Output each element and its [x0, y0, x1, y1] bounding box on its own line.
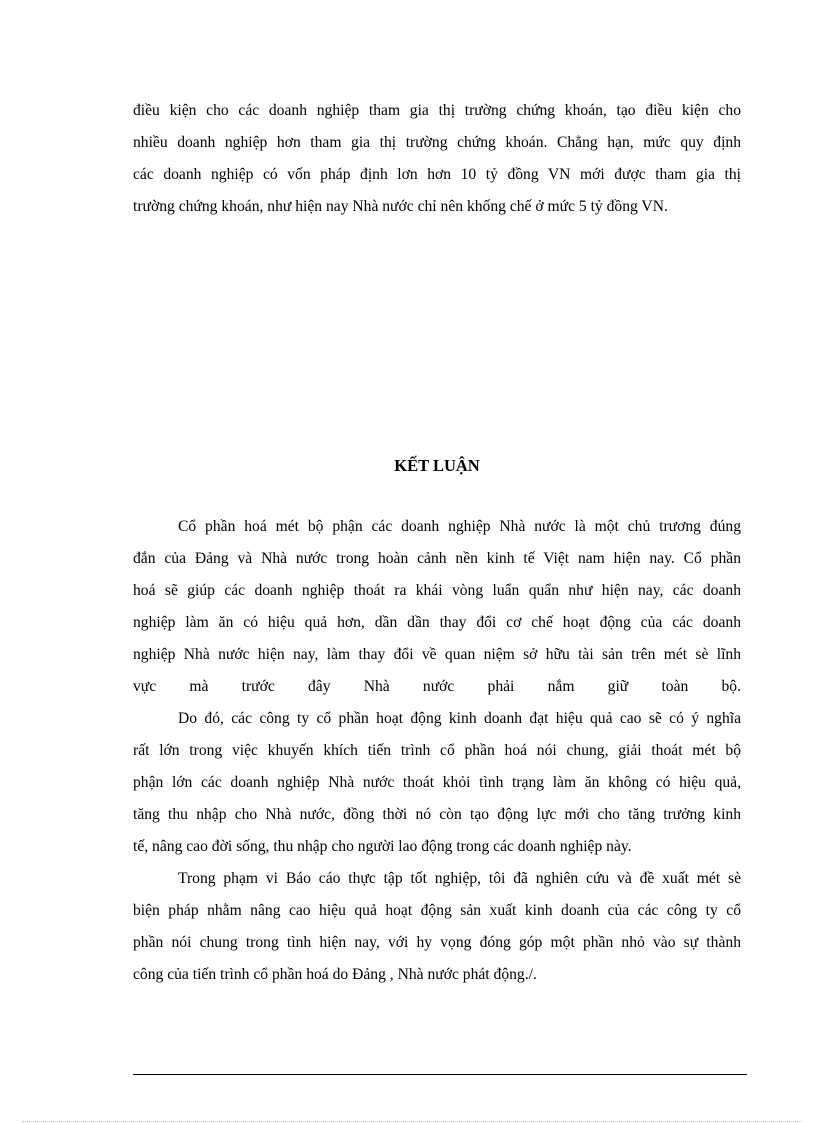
paragraph-line: tế, nâng cao đời sống, thu nhập cho người lao động trong các doanh nghiệp này.	[133, 838, 632, 855]
paragraph-line: công của tiến trình cổ phần hoá do Đảng , Nhà nước phát động./.	[133, 966, 537, 983]
paragraph-line: hoá sẽ giúp các doanh nghiệp thoát ra khái vòng luẩn quẩn như hiện nay, các doanh	[133, 582, 741, 599]
paragraph-line: nhiều doanh nghiệp hơn tham gia thị trường chứng khoán. Chẳng hạn, mức quy định	[133, 134, 741, 151]
paragraph-line: tăng thu nhập cho Nhà nước, đồng thời nó còn tạo động lực mới cho tăng trưởng kinh	[133, 806, 741, 823]
paragraph-line: Do đó, các công ty cổ phần hoạt động kinh doanh đạt hiệu quả cao sẽ có ý nghĩa	[178, 710, 741, 727]
footer-rule	[133, 1074, 747, 1075]
paragraph-line: Cổ phần hoá mét bộ phận các doanh nghiệp Nhà nước là một chủ trương đúng	[178, 518, 741, 535]
paragraph-line: các doanh nghiệp có vốn pháp định lơn hơn 10 tỷ đồng VN mới được tham gia thị	[133, 166, 741, 183]
paragraph-line: Trong phạm vi Báo cáo thực tập tốt nghiệp, tôi đã nghiên cứu và đề xuất mét sè	[178, 870, 741, 887]
paragraph-line: rất lớn trong việc khuyến khích tiến trình cổ phần hoá nói chung, giải thoát mét bộ	[133, 742, 741, 759]
section-title: KẾT LUẬN	[394, 456, 480, 475]
paragraph-line: phần nói chung trong tình hiện nay, với hy vọng đóng góp một phần nhỏ vào sự thành	[133, 934, 741, 951]
paragraph-line: đắn của Đảng và Nhà nước trong hoàn cảnh nền kinh tế Việt nam hiện nay. Cổ phần	[133, 550, 741, 567]
paragraph-line: trường chứng khoán, như hiện nay Nhà nước chỉ nên khống chế ở mức 5 tỷ đồng VN.	[133, 198, 668, 215]
paragraph-line: phận lớn các doanh nghiệp Nhà nước thoát khỏi tình trạng làm ăn không có hiệu quả,	[133, 774, 741, 791]
paragraph-line: biện pháp nhằm nâng cao hiệu quả hoạt động sản xuất kinh doanh của các công ty cổ	[133, 902, 741, 919]
paragraph-line: nghiệp làm ăn có hiệu quả hơn, dần dần thay đổi cơ chế hoạt động của các doanh	[133, 614, 741, 631]
page-bottom-edge	[22, 1121, 802, 1122]
paragraph-line: điều kiện cho các doanh nghiệp tham gia thị trường chứng khoán, tạo điều kiện cho	[133, 102, 741, 119]
paragraph-line: nghiệp Nhà nước hiện nay, làm thay đổi về quan niệm sở hữu tài sản trên mét sè lĩnh	[133, 646, 741, 663]
paragraph-line: vực mà trước đây Nhà nước phải nắm giữ toàn bộ.	[133, 678, 741, 695]
